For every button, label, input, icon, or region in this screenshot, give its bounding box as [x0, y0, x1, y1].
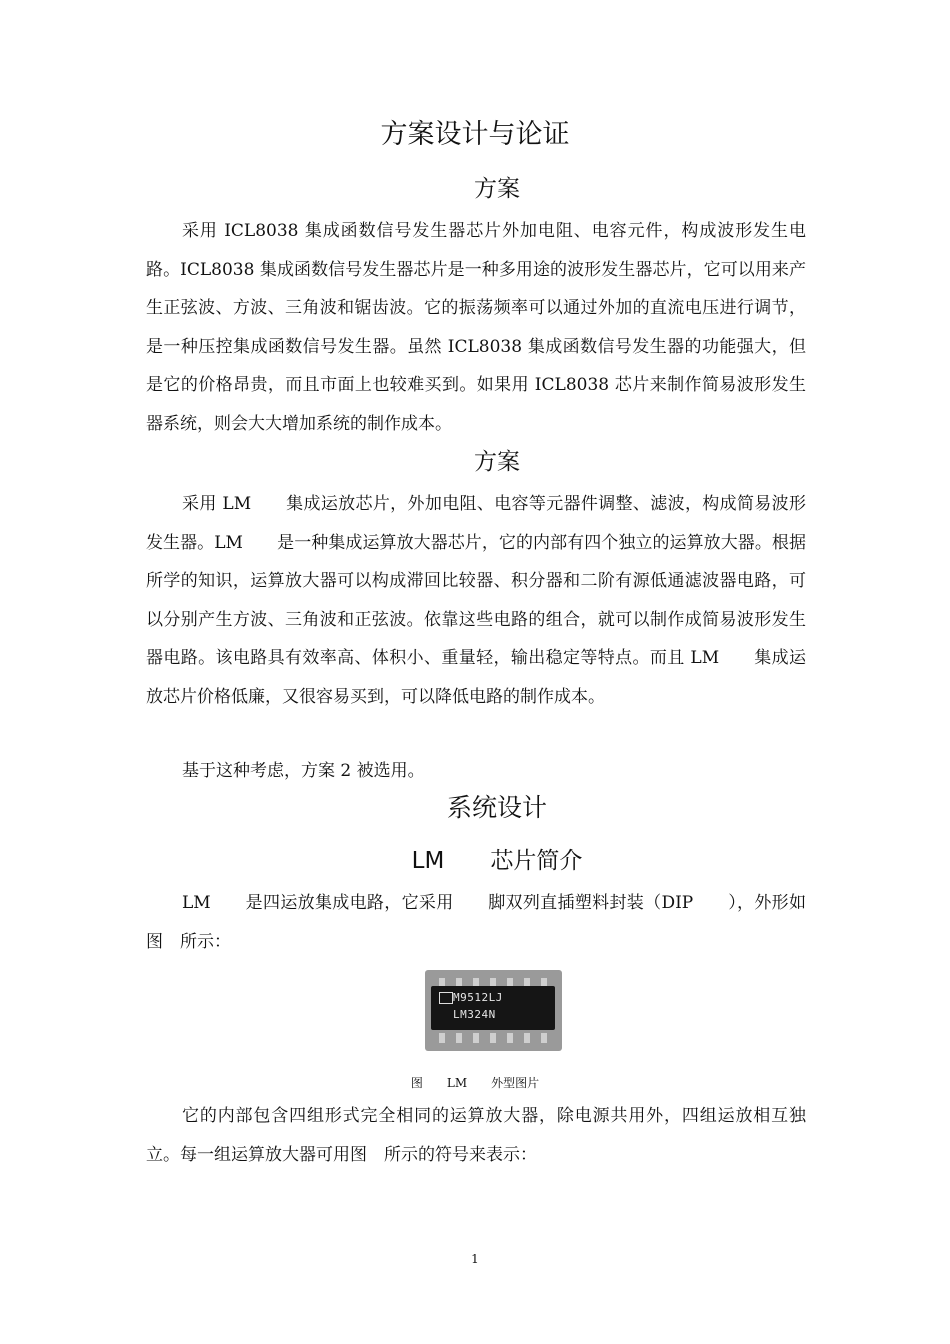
scheme1-paragraph: 采用 ICL8038 集成函数信号发生器芯片外加电阻、电容元件，构成波形发生电路。ICL8038 集成函数信号发生器芯片是一种多用途的波形发生器芯片，它可以用来产生正弦波、方波、三角波和锯齿波。它的振荡频率可以通过外加的直流电压进行调节，是一种压控集成函数信号发生器。虽然 ICL8038 集成函数信号发生器的功能强大，但是它的价格昂贵，而且市面上也较难买到。如果用 ICL8038 芯片来制作简易波形发生器系统，则会大大增加系统的制作成本。 [146, 221, 806, 434]
internal-structure-paragraph: 它的内部包含四组形式完全相同的运算放大器，除电源共用外，四组运放相互独立。每一组运算放大器可用图 所示的符号来表示： [146, 1106, 806, 1165]
page-title: 方案设计与论证 [380, 119, 570, 150]
chip-intro-heading: LM 芯片简介 [411, 848, 583, 874]
chip-body [431, 986, 555, 1030]
scheme2-heading: 方案 [474, 449, 520, 475]
manufacturer-logo-icon [439, 992, 453, 1004]
chip-marking-line1: M9512LJ [453, 991, 503, 1004]
figure-caption: 图 LM 外型图片 [410, 1076, 540, 1090]
chip-marking-line2: LM324N [453, 1008, 496, 1021]
lm324-chip-photo [425, 970, 562, 1051]
scheme1-heading: 方案 [474, 176, 520, 202]
system-design-heading: 系统设计 [446, 793, 547, 822]
scheme2-paragraph: 采用 LM 集成运放芯片，外加电阻、电容等元器件调整、滤波，构成简易波形发生器。LM 是一种集成运算放大器芯片，它的内部有四个独立的运算放大器。根据所学的知识，运算放大器可以构成滞回比较器、积分器和二阶有源低通滤波器电路，可以分别产生方波、三角波和正弦波。依靠这些电路的组合，就可以制作成简易波形发生器电路。该电路具有效率高、体积小、重量轻，输出稳定等特点。而且 LM 集成运放芯片价格低廉，又很容易买到，可以降低电路的制作成本。 [146, 494, 806, 707]
conclusion-text: 基于这种考虑，方案 2 被选用。 [182, 761, 425, 781]
chip-intro-paragraph: LM 是四运放集成电路，它采用 脚双列直插塑料封装（DIP ），外形如图 所示： [146, 893, 806, 952]
page-number: 1 [471, 1252, 479, 1266]
